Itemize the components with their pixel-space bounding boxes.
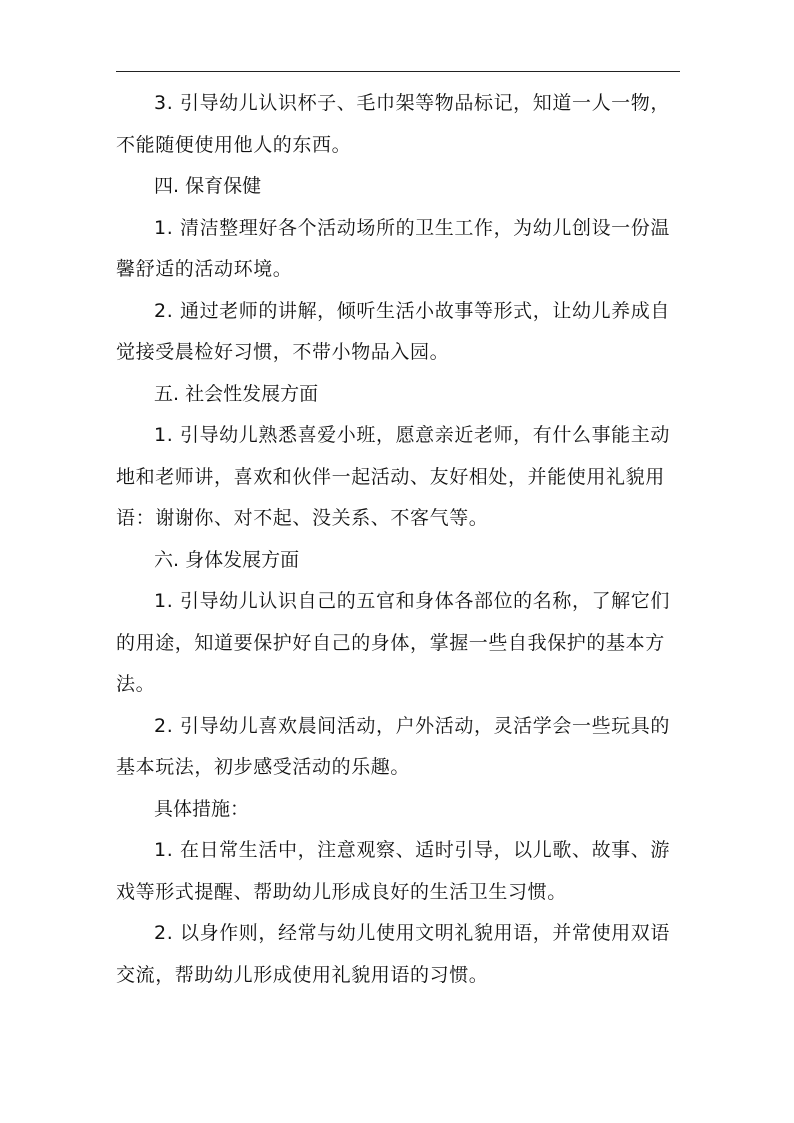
paragraph-physical-2: 2. 引导幼儿喜欢晨间活动，户外活动，灵活学会一些玩具的基本玩法，初步感受活动的乐趣。 — [116, 714, 670, 778]
section-heading-health-care: 四. 保育保健 — [154, 175, 262, 197]
paragraph-measures-2: 2. 以身作则，经常与幼儿使用文明礼貌用语，并常使用双语交流，帮助幼儿形成使用礼貌用语的习惯。 — [116, 922, 670, 986]
paragraph-physical-1: 1. 引导幼儿认识自己的五官和身体各部位的名称，了解它们的用途，知道要保护好自己的身体，掌握一些自我保护的基本方法。 — [116, 590, 670, 695]
document-body — [116, 83, 680, 996]
paragraph-social-1: 1. 引导幼儿熟悉喜爱小班，愿意亲近老师，有什么事能主动地和老师讲，喜欢和伙伴一起活动、友好相处，并能使用礼貌用语：谢谢你、对不起、没关系、不客气等。 — [116, 424, 670, 529]
paragraph-cleaning: 1. 清洁整理好各个活动场所的卫生工作，为幼儿创设一份温馨舒适的活动环境。 — [116, 216, 670, 280]
paragraph-item-3-labels: 3. 引导幼儿认识杯子、毛巾架等物品标记，知道一人一物，不能随便使用他人的东西。 — [116, 92, 670, 156]
section-heading-social-development: 五. 社会性发展方面 — [154, 382, 319, 405]
paragraph-measures-1: 1. 在日常生活中，注意观察、适时引导，以儿歌、故事、游戏等形式提醒、帮助幼儿形成良好的生活卫生习惯。 — [116, 839, 670, 903]
header-rule — [116, 71, 680, 72]
paragraph-morning-check: 2. 通过老师的讲解，倾听生活小故事等形式，让幼儿养成自觉接受晨检好习惯，不带小物品入园。 — [116, 299, 670, 363]
section-heading-measures: 具体措施： — [154, 797, 250, 820]
section-heading-physical-development: 六. 身体发展方面 — [154, 548, 300, 571]
